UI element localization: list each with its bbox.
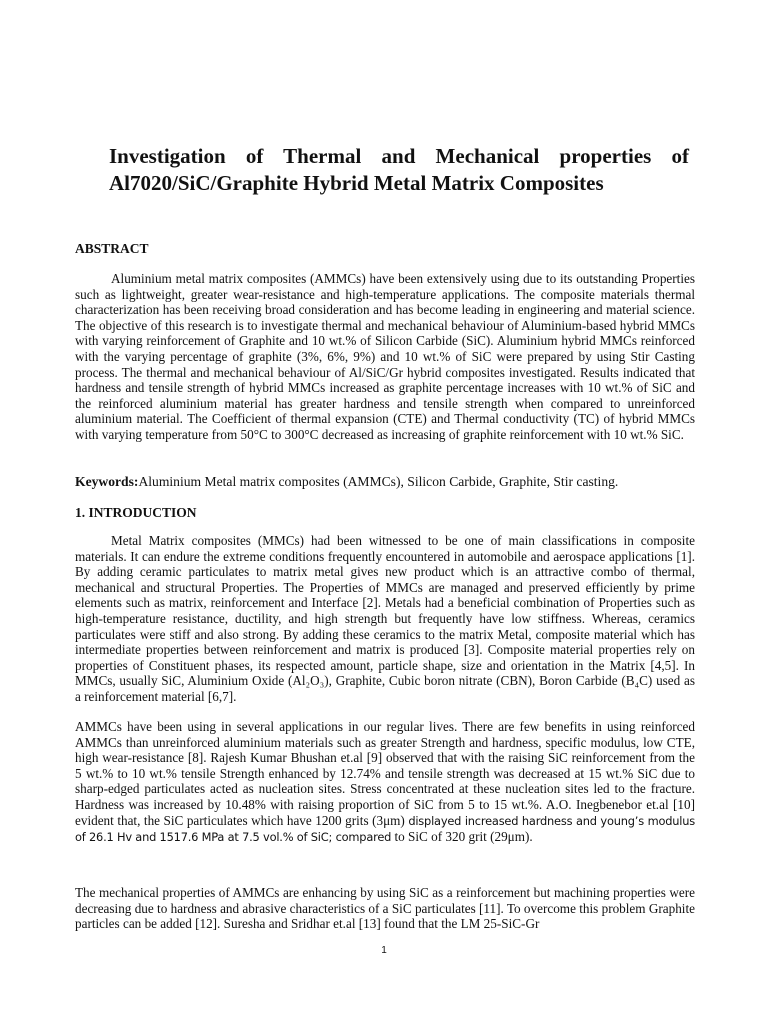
introduction-paragraph-2-sans-line: displayed increased hardness and young’s modulus of 26.1 Hv and 1517.6 MPa at 7.5 vol.% of SiC; compared	[75, 813, 695, 845]
introduction-paragraph-2-end: to SiC of 320 grit (29μm).	[394, 829, 533, 845]
keywords-text: Aluminium Metal matrix composites (AMMCs), Silicon Carbide, Graphite, Stir casting.	[138, 474, 619, 489]
keywords-label: Keywords:	[75, 474, 139, 489]
paper-title: Investigation of Thermal and Mechanical properties of Al7020/SiC/Graphite Hybrid Metal Matrix Composites	[109, 144, 689, 195]
introduction-paragraph-2	[75, 719, 695, 846]
introduction-paragraph-2-text: AMMCs have been using in several applications in our regular lives. There are few benefits in using reinforced AMMCs than unreinforced aluminium materials such as greater Strength and hardness, specific modulus, low CTE, high wear-resistance [8]. Rajesh Kumar Bhushan et.al [9] observed that with the raising SiC reinforcement from the 5 wt.% to 10 wt.% tensile Strength enhanced by 12.74% and tensile strength was decreased at 15 wt.% SiC due to sharp-edged particulates acted as nucleation sites. Stress concentrated at these nucleation sites led to the fracture. Hardness was increased by 10.48% with raising proportion of SiC from 5 to 15 wt.%. A.O. Inegbenebor et.al [10] evident that, the SiC particulates which have 1200 grits (3μm)	[75, 719, 695, 828]
keywords-line	[75, 474, 695, 490]
introduction-paragraph-1: Metal Matrix composites (MMCs) had been witnessed to be one of main classifications in composite materials. It can endure the extreme conditions frequently encountered in automobile and aerospace applications [1]. By adding ceramic particulates to matrix metal gives new product which is an attractive combo of thermal, mechanical and structural Properties. The Properties of MMCs are managed and preserved efficiently by prime elements such as matrix, reinforcement and Interface [2]. Metals had a beneficial combination of Properties such as high-temperature resistance, ductility, and high strength but frequently have low stiffness. Whereas, ceramics particulates were stiff and also strong. By adding these ceramics to the matrix Metal, composite material which has intermediate properties between reinforcement and matrix is produced [3]. Composite material properties rely on properties of Constituent phases, its respected amount, particle shape, size and orientation in the Matrix [4,5]. In MMCs, usually SiC, Aluminium Oxide (Al₂O₃), Graphite, Cubic boron nitrate (CBN), Boron Carbide (B₄C) used as a reinforcement material [6,7].	[75, 533, 695, 704]
abstract-text: Aluminium metal matrix composites (AMMCs) have been extensively using due to its outstanding Properties such as lightweight, greater wear-resistance and high-temperature applications. The composite materials thermal characterization has been receiving broad consideration and has become leading in engineering and material science. The objective of this research is to investigate thermal and mechanical behaviour of Aluminium-based hybrid MMCs with varying reinforcement of Graphite and 10 wt.% of Silicon Carbide (SiC). Aluminium hybrid MMCs reinforced with the varying percentage of graphite (3%, 6%, 9%) and 10 wt.% of SiC were prepared by using Stir Casting process. The thermal and mechanical behaviour of Al/SiC/Gr hybrid composites investigated. Results indicated that hardness and tensile strength of hybrid MMCs increased as graphite percentage increases with 10 wt.% of SiC and the reinforced aluminium material has greater hardness and tensile strength when compared to unreinforced aluminium material. The Coefficient of thermal expansion (CTE) and Thermal conductivity (TC) of hybrid MMCs with varying temperature from 50°C to 300°C decreased as increasing of graphite reinforcement with 10 wt.% SiC.	[75, 271, 695, 442]
page-number: 1	[381, 945, 387, 956]
introduction-paragraph-3: The mechanical properties of AMMCs are enhancing by using SiC as a reinforcement but machining properties were decreasing due to hardness and abrasive characteristics of a SiC particulates [11]. To overcome this problem Graphite particles can be added [12]. Suresha and Sridhar et.al [13] found that the LM 25-SiC-Gr	[75, 885, 695, 932]
introduction-heading: 1. INTRODUCTION	[75, 505, 197, 520]
abstract-heading: ABSTRACT	[75, 241, 149, 256]
